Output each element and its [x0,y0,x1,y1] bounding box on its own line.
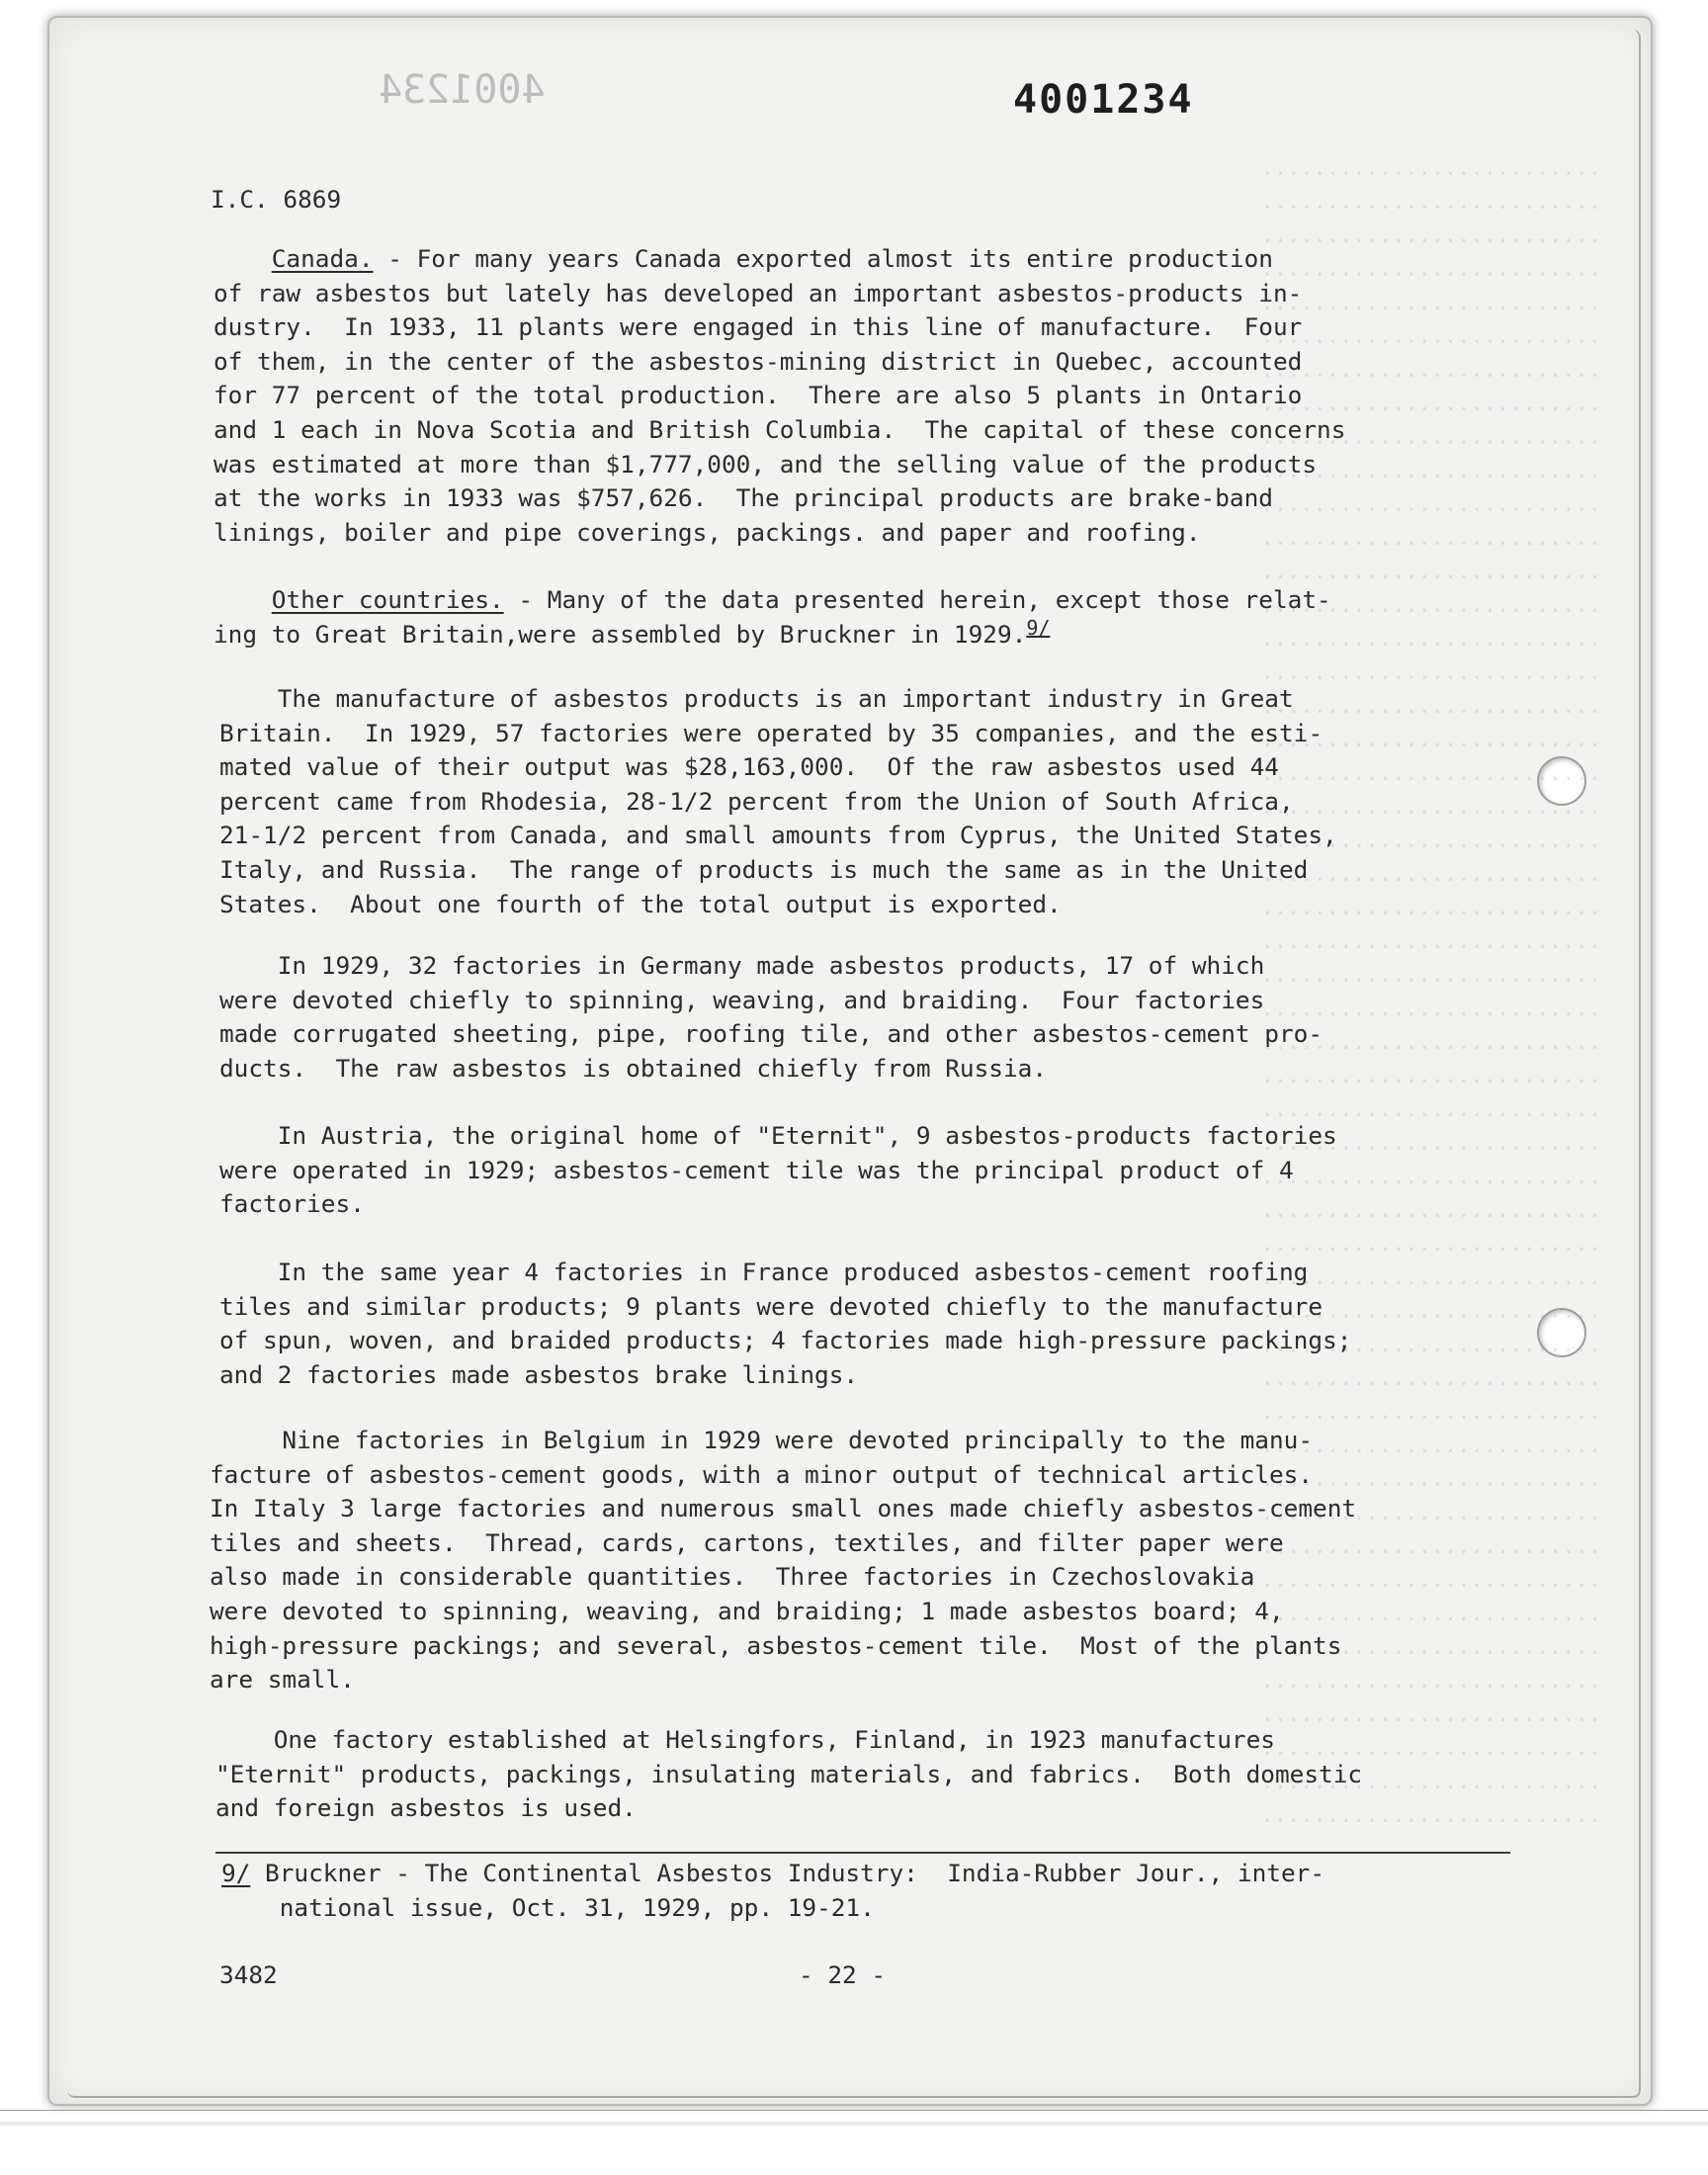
footnote [221,1857,1324,1925]
scanner-bottom-band [0,2122,1708,2126]
paragraph-other-countries [214,583,1331,652]
heading-canada: Canada. [271,244,374,273]
footnote-divider [215,1852,1510,1854]
footnote-text: Bruckner - The Continental Asbestos Industry: India-Rubber Jour., inter- national issue, Oct. 31, 1929, pp. 19-21. [265,1859,1325,1922]
paragraph-canada [214,242,1345,550]
paragraph-other-countries-body: - Many of the data presented herein, except those relat- ing to Great Britain,were assembled by Bruckner in 1929. [214,585,1331,649]
reverse-side-bleed-through: .......................... .......................... .......................... .......................... .......................... .......................... .......................... .......................... .......................... .......................... .......................... .......................... .......................... .......................... .......................... .......................... .......................... .......................... .......................... .......................... .......................... .......................... .......................... .......................... .......................... .......................... .......................... .......................... .......................... .......................... .......................... .......................... .......................... .......................... .......................... .......................... .......................... .......................... .......................... .......................... .......................... .......................... .......................... .......................... .......................... .......................... .......................... .......................... .......................... .......................... [1260,156,1601,1828]
paragraph-france: In the same year 4 factories in France produced asbestos-cement roofing tiles and similar products; 9 plants were devoted chiefly to the manufacture of spun, woven, and braided products; 4 factories made high-pressure packings; and 2 factories made asbestos brake linings. [219,1258,1352,1389]
paragraph-great-britain: The manufacture of asbestos products is an important industry in Great Britain. In 1929, 57 factories were operated by 35 companies, and the esti- mated value of their output was $28,163,000. Of the raw asbestos used 44 percent came from Rhodesia, 28-1/2 percent from the Union of South Africa, 21-1/2 percent from Canada, and small amounts from Cyprus, the United States, Italy, and Russia. The range of products is much the same as in the United States. About one fourth of the total output is exported. [219,684,1337,918]
paragraph-austria: In Austria, the original home of "Eternit", 9 asbestos-products factories were operated in 1929; asbestos-cement tile was the principal product of 4 factories. [219,1121,1337,1219]
footnote-reference: 9/ [1026,615,1051,640]
document-number: 3482 [219,1960,278,1989]
stamp-ghost-impression: 4001234 [379,67,546,113]
paragraph-belgium-italy-czechoslovakia: Nine factories in Belgium in 1929 were devoted principally to the manu- facture of asbestos-cement goods, with a minor output of technical articles. In Italy 3 large factories and numerous small ones made chiefly asbestos-cement tiles and sheets. Thread, cards, cartons, textiles, and filter paper were also made in considerable quantities. Three factories in Czechoslovakia were devoted to spinning, weaving, and braiding; 1 made asbestos board; 4, high-pressure packings; and several, asbestos-cement tile. Most of the plants are small. [210,1426,1357,1695]
scanner-edge-line [0,2110,1708,2111]
heading-other-countries: Other countries. [271,585,504,614]
circular-number: I.C. 6869 [211,185,342,214]
page-number: - 22 - [799,1960,887,1989]
paragraph-canada-body: - For many years Canada exported almost its entire production of raw asbestos but lately has developed an important asbestos-products in- dustry. In 1933, 11 plants were engaged in this line of manufacture. Four of them, in the center of the asbestos-mining district in Quebec, accounted for 77 percent of the total production. There are also 5 plants in Ontario and 1 each in Nova Scotia and British Columbia. The capital of these concerns was estimated at more than $1,777,000, and the selling value of the products at the works in 1933 was $757,626. The principal products are brake-band linings, boiler and pipe coverings, packings. and paper and roofing. [214,244,1346,547]
paragraph-finland: One factory established at Helsingfors, Finland, in 1923 manufactures "Eternit" products, packings, insulating materials, and fabrics. Both domestic and foreign asbestos is used. [215,1725,1363,1823]
paragraph-germany: In 1929, 32 factories in Germany made asbestos products, 17 of which were devoted chiefly to spinning, weaving, and braiding. Four factories made corrugated sheeting, pipe, roofing tile, and other asbestos-cement pro- ducts. The raw asbestos is obtained chiefly from Russia. [219,951,1324,1083]
document-stamp-number: 4001234 [1013,77,1194,123]
footnote-number: 9/ [221,1859,251,1887]
